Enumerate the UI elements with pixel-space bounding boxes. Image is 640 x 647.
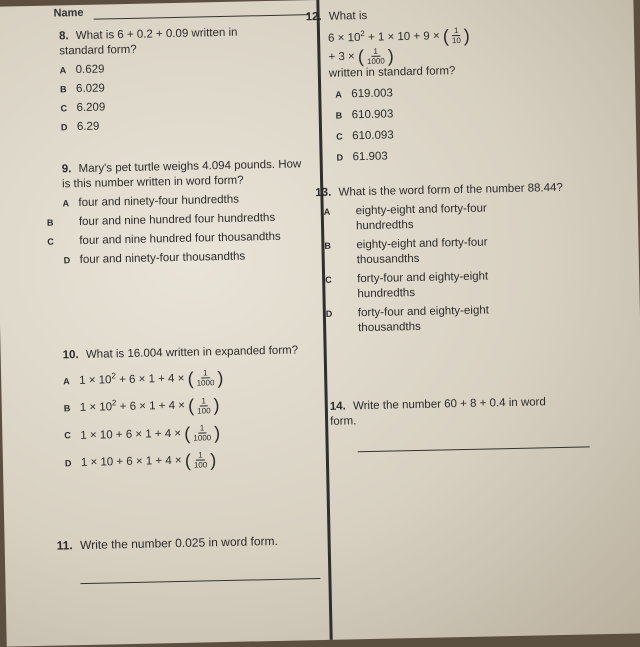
question-tail: written in standard form? <box>328 65 456 81</box>
question-number: 11. <box>56 538 73 553</box>
answer-line-11[interactable] <box>80 578 320 584</box>
name-line <box>94 14 309 20</box>
question-number: 12. <box>305 10 322 24</box>
question-stem: What is <box>328 9 368 23</box>
question-stem: Write the number 0.025 in word form. <box>79 533 279 553</box>
name-label: Name <box>53 6 84 20</box>
option-a[interactable]: A 619.003 <box>335 87 393 101</box>
option-b[interactable]: B 610.903 <box>335 108 394 122</box>
option-c[interactable]: C four and nine hundred four thousandths <box>47 230 281 248</box>
question-13 <box>315 181 568 337</box>
question-number: 13. <box>315 186 332 200</box>
question-9 <box>46 157 304 268</box>
option-a[interactable]: A eighty-eight and forty-four hundredths <box>323 202 487 233</box>
option-c[interactable]: C 1 × 10 + 6 × 1 + 4 × ( $\frac{1}{1000}$ ) <box>64 422 221 444</box>
question-stem: What is 16.004 written in expanded form? <box>85 344 299 361</box>
question-stem: What is the word form of the number 88.44? <box>338 181 563 199</box>
question-number: 9. <box>61 163 72 176</box>
expression-line-2: + 3 × ( $\frac{1}{1000}$ ) <box>328 46 394 67</box>
option-c[interactable]: C 610.093 <box>336 129 394 143</box>
option-b[interactable]: B $1 \times 10^2 + 6 \times 1 + 4$ × ( $\frac{1}{100}$ ) <box>63 395 220 416</box>
question-12 <box>306 6 529 167</box>
question-number: 10. <box>62 349 79 362</box>
option-d[interactable]: D 6.29 <box>60 120 100 134</box>
question-14 <box>330 395 571 430</box>
option-c[interactable]: C 6.209 <box>60 101 106 115</box>
option-a[interactable]: A $1 \times 10^2 + 6 \times 1 + 4$ × ( $\frac{1}{1000}$ ) <box>63 367 224 389</box>
option-d[interactable]: D forty-four and eighty-eight thousandths <box>325 304 490 335</box>
option-d[interactable]: D four and ninety-four thousandths <box>63 250 246 267</box>
option-b[interactable]: B 6.029 <box>60 82 106 96</box>
option-c[interactable]: C forty-four and eighty-eight hundredths <box>325 270 489 301</box>
question-stem: Write the number 60 + 8 + 0.4 in word form. <box>330 396 546 428</box>
option-d[interactable]: D 61.903 <box>336 150 388 164</box>
option-d[interactable]: D 1 × 10 + 6 × 1 + 4 × ( $\frac{1}{100}$ ) <box>64 449 217 471</box>
expression: $6 \times 10^2 + 1 \times 10 + 9$ × ( $\frac{1}{10}$ ) <box>327 25 470 47</box>
question-10 <box>63 343 306 472</box>
answer-line-14[interactable] <box>358 446 590 452</box>
option-b[interactable]: B four and nine hundred four hundredths <box>46 211 276 229</box>
question-11 <box>57 533 327 554</box>
option-a[interactable]: A 0.629 <box>59 63 105 77</box>
option-b[interactable]: B eighty-eight and forty-four thousandths <box>324 236 488 267</box>
option-a[interactable]: A four and ninety-four hundredths <box>62 193 240 210</box>
question-8 <box>59 25 281 136</box>
question-number: 14. <box>329 400 346 413</box>
question-stem: Mary's pet turtle weighs 4.094 pounds. How is this number written in word form? <box>61 158 302 191</box>
question-number: 8. <box>58 30 69 43</box>
question-stem: What is 6 + 0.2 + 0.09 written in standard form? <box>59 26 238 58</box>
